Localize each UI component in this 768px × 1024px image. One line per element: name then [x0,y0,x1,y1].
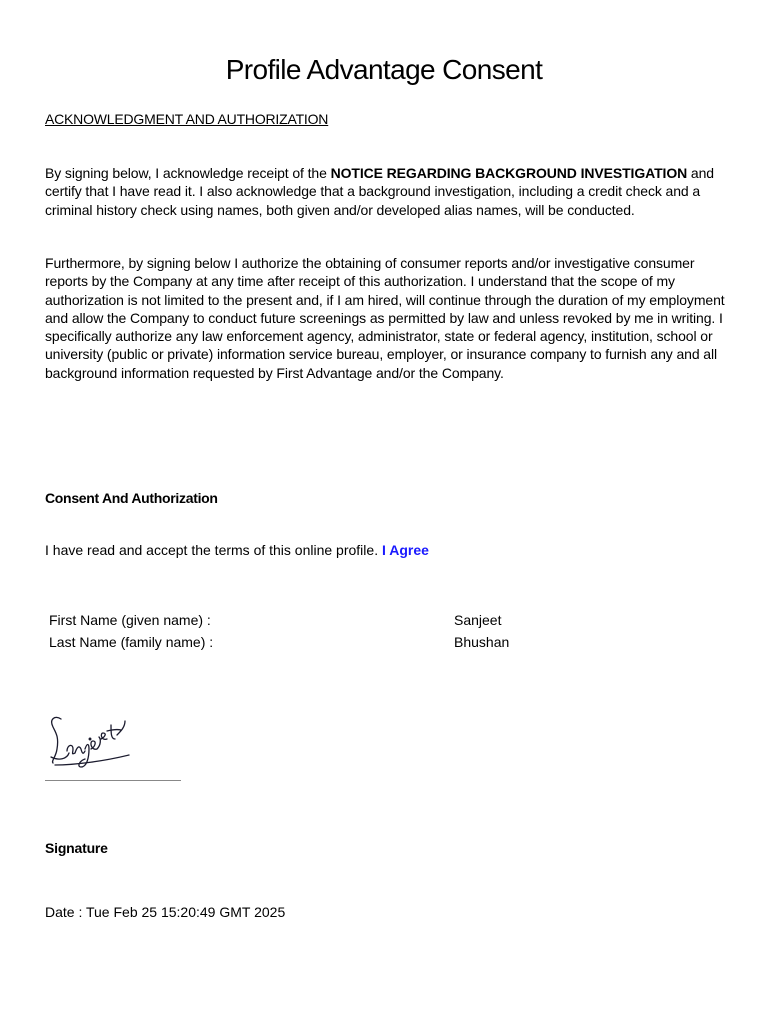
authorization-paragraph: Furthermore, by signing below I authorize the obtaining of consumer reports and/or investigative consumer reports by the Company at any time after receipt of this authorization. I understand that the scope of my authorization is not limited to the present and, if I am hired, will continue through the duration of my employment and allow the Company to conduct future screenings as permitted by law and unless revoked by me in writing. I specifically authorize any law enforcement agency, administrator, state or federal agency, institution, school or university (public or private) information service bureau, employer, or insurance company to furnish any and all background information requested by First Advantage and/or the Company. [45,255,725,381]
signature-line [45,780,181,781]
ack-rest-text: and certify that I have read it. I also acknowledge that a background investigation, including a credit check and a criminal history check using names, both given and/or developed alias names, will be conducted. [45,165,714,218]
accept-terms-text: I have read and accept the terms of this online profile. [45,542,382,558]
ack-intro-text: By signing below, I acknowledge receipt of the [45,165,331,181]
last-name-label: Last Name (family name) : [49,634,214,650]
notice-bold-text: NOTICE REGARDING BACKGROUND INVESTIGATION [330,165,688,181]
accept-terms-line [45,542,429,558]
acknowledgment-heading: ACKNOWLEDGMENT AND AUTHORIZATION [45,111,329,127]
first-name-label: First Name (given name) : [49,612,211,628]
first-name-value: Sanjeet [454,612,502,628]
acknowledgment-paragraph [45,164,735,219]
page-title: Profile Advantage Consent [225,54,543,85]
date-stamp: Date : Tue Feb 25 15:20:49 GMT 2025 [45,904,286,920]
handwritten-signature [45,705,137,771]
i-agree-link[interactable]: I Agree [381,542,429,558]
last-name-value: Bhushan [454,634,510,650]
consent-heading: Consent And Authorization [45,490,218,506]
signature-label: Signature [45,840,108,856]
